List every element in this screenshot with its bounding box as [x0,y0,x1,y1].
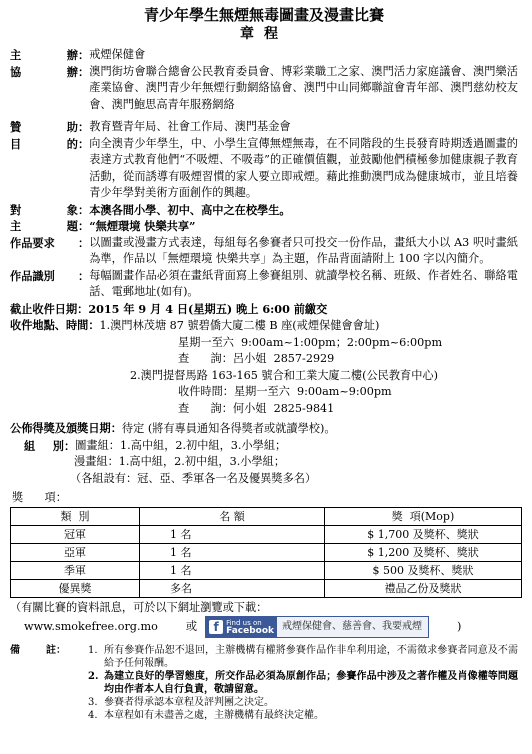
sponsor-value: 教育暨青年局、社會工作局、澳門基金會 [89,120,291,133]
requirement-row: 作品要求 ： 以圖畫或漫畫方式表達，每組每名參賽者只可投交一份作品，畫紙大小以 A3 呎吋畫紙為準，作品以「無煙環境 快樂共享」為主題，作品背面請附上 100 字以內簡介。 [10,235,518,268]
facebook-f-icon: f [209,620,223,634]
document-title: 青少年學生無煙無毒圖畫及漫畫比賽 [143,6,384,24]
facebook-page-name: 戒煙保健會、慈善會、我要戒煙 [282,620,423,632]
table-cell: 1 名 [140,525,325,543]
table-cell: 禮品乙份及獎狀 [325,579,522,597]
identification-row: 作品識別 ： 每幅圖畫作品必須在畫紙背面寫上參賽組別、就讀學校名稱、班級、作者姓名、聯絡電話、電郵地址(如有)。 [10,268,518,301]
location-1-hours: 星期一至六 9:00am~1:00pm；2:00pm~6:00pm [178,335,443,349]
groups-painting: 圖畫組：1.高中組，2.初中組，3.小學組； [75,438,287,452]
organizer-value: 戒煙保健會 [89,48,146,61]
location-1-enquiry: 查 詢：呂小姐 2857-2929 [178,352,335,365]
website-or: 或 [185,619,198,633]
table-row [11,579,522,597]
notes-list [88,644,518,722]
table-cell: $ 1,200 及獎杯、獎狀 [325,543,522,561]
co-organizer-label: 協 辦 [10,64,78,79]
table-header: 名 額 [140,507,325,525]
groups-label: 組 別 [24,438,64,453]
groups-row: 組 別 ： 圖畫組：1.高中組，2.初中組，3.小學組； [10,438,518,455]
co-organizer-value: 澳門街坊會聯合總會公民教育委員會、博彩業職工之家、澳門活力家庭議會、澳門樂活產業協會、澳門青少年無煙行動網絡協會、澳門中山同鄉聯誼會青年部、澳門慈幼校友會、澳門鮑思高青年服務網絡 [89,64,518,111]
deadline: 截止收件日期：2015 年 9 月 4 日(星期五) 晚上 6:00 前繳交 [10,301,328,316]
co-organizer-row: 協 辦 ： 澳門街坊會聯合總會公民教育委員會、博彩業職工之家、澳門活力家庭議會、澳門樂活產業協會、澳門青少年無煙行動網絡協會、澳門中山同鄉聯誼會青年部、澳門慈幼校友會、澳門鮑思高青年服務網絡 [10,64,518,114]
table-cell: 優異獎 [11,579,140,597]
organizer-label: 主 辦 [10,48,78,62]
table-cell: $ 500 及獎杯、獎狀 [325,561,522,579]
purpose-label: 目 的 [10,136,78,151]
prize-label: 獎 項： [12,491,67,504]
sponsor-label: 贊 助 [10,120,78,134]
table-row [11,525,522,543]
table-header: 獎 項(Mop) [325,507,522,525]
groups-comic: 漫畫組：1.高中組，2.初中組，3.小學組； [74,455,286,468]
table-cell: 多名 [140,579,325,597]
table-cell: 亞軍 [11,543,140,561]
list-item: 2. 為建立良好的學習態度，所交作品必須為原創作品；參賽作品中涉及之著作權及肖像權等問題均由作者本人自行負責，敬請留意。 [88,671,518,695]
groups-note: （各組設有：冠、亞、季軍各一名及優異獎多名） [70,471,317,485]
target-label: 對 象 [10,202,78,217]
table-cell: $ 1,700 及獎杯、獎狀 [325,525,522,543]
list-item: 4. 本章程如有未盡善之處，主辦機構有最終決定權。 [88,710,324,721]
theme-label: 主 題 [10,219,78,233]
website-row [10,616,518,638]
notes-block [10,644,518,722]
document-subtitle: 章程 [240,26,288,42]
table-header-row [11,507,522,525]
target-row: 對 象 ： 本澳各間小學、初中、高中之在校學生。 [10,202,518,219]
table-cell: 1 名 [140,561,325,579]
location-2-hours: 收件時間：星期一至六 9:00am~9:00pm [178,385,392,398]
website-close: ) [457,619,462,633]
notes-label: 備 註 ： [10,645,66,656]
prize-table [10,507,522,598]
website-note: （有關比賽的資料訊息，可於以下網址瀏覽或下載： [10,600,268,614]
table-cell: 1 名 [140,543,325,561]
table-header: 類 別 [11,507,140,525]
table-cell: 季軍 [11,561,140,579]
facebook-badge[interactable] [205,616,429,638]
purpose-row: 目 的 ： 向全澳青少年學生，中、小學生宣傳無煙無毒，在不同階段的生長發育時期透過圖畫的表達方式教育他們“不吸煙、不吸毒”的正確價值觀，並鼓勵他們積極參加健康親子教育活動，從而誘導有吸煙習慣的家人要立即戒煙。藉此推動澳門成為健康城市，並且培養青少年學對美術方面創作的興趣。 [10,136,518,202]
facebook-logo: f Find us on Facebook [206,617,277,637]
locations-block [10,317,518,335]
announcement-value: 待定 (將有專員通知各得獎者或就讀學校)。 [121,422,336,435]
theme-row: 主 題 ： “無煙環境 快樂共享” [10,218,518,235]
target-value: 本澳各間小學、初中、高中之在校學生。 [89,202,291,217]
sponsor-row: 贊 助 ： 教育暨青年局、社會工作局、澳門基金會 [10,119,518,136]
location-2: 2.澳門提督馬路 163-165 號合和工業大廈二樓(公民教育中心) [130,368,438,382]
table-cell: 冠軍 [11,525,140,543]
table-row [11,561,522,579]
announcement-row [10,420,518,438]
website-link[interactable]: www.smokefree.org.mo [24,619,158,633]
list-item: 3. 參賽者得承認本章程及評判團之決定。 [88,697,274,708]
theme-value: “無煙環境 快樂共享” [89,219,196,233]
identification-label: 作品識別 [10,268,55,283]
requirement-value: 以圖畫或漫畫方式表達，每組每名參賽者只可投交一份作品，畫紙大小以 A3 呎吋畫紙為準，作品以「無煙環境 快樂共享」為主題，作品背面請附上 100 字以內簡介。 [89,235,518,265]
announcement-label: 公佈得獎及頒獎日期： [10,421,122,435]
location-2-enquiry: 查 詢：何小姐 2825-9841 [178,401,335,415]
locations-label: 收件地點、時間： [10,318,100,332]
organizer-row: 主 辦 ： 戒煙保健會 [10,47,518,64]
identification-value: 每幅圖畫作品必須在畫紙背面寫上參賽組別、就讀學校名稱、班級、作者姓名、聯絡電話、電郵地址(如有)。 [89,268,518,298]
location-1: 1.澳門林茂塘 87 號碧僑大廈二樓 B 座(戒煙保健會會址) [99,319,380,332]
table-row [11,543,522,561]
list-item: 1. 所有參賽作品恕不退回，主辦機構有權將參賽作品作非牟利用途，不需徵求參賽者同意及不需給予任何報酬。 [88,645,518,669]
purpose-value: 向全澳青少年學生，中、小學生宣傳無煙無毒，在不同階段的生長發育時期透過圖畫的表達方式教育他們“不吸煙、不吸毒”的正確價值觀，並鼓勵他們積極參加健康親子教育活動，從而誘導有吸煙習慣的家人要立即戒煙。藉此推動澳門成為健康城市，並且培養青少年學對美術方面創作的興趣。 [89,136,518,199]
requirement-label: 作品要求 [10,235,55,250]
